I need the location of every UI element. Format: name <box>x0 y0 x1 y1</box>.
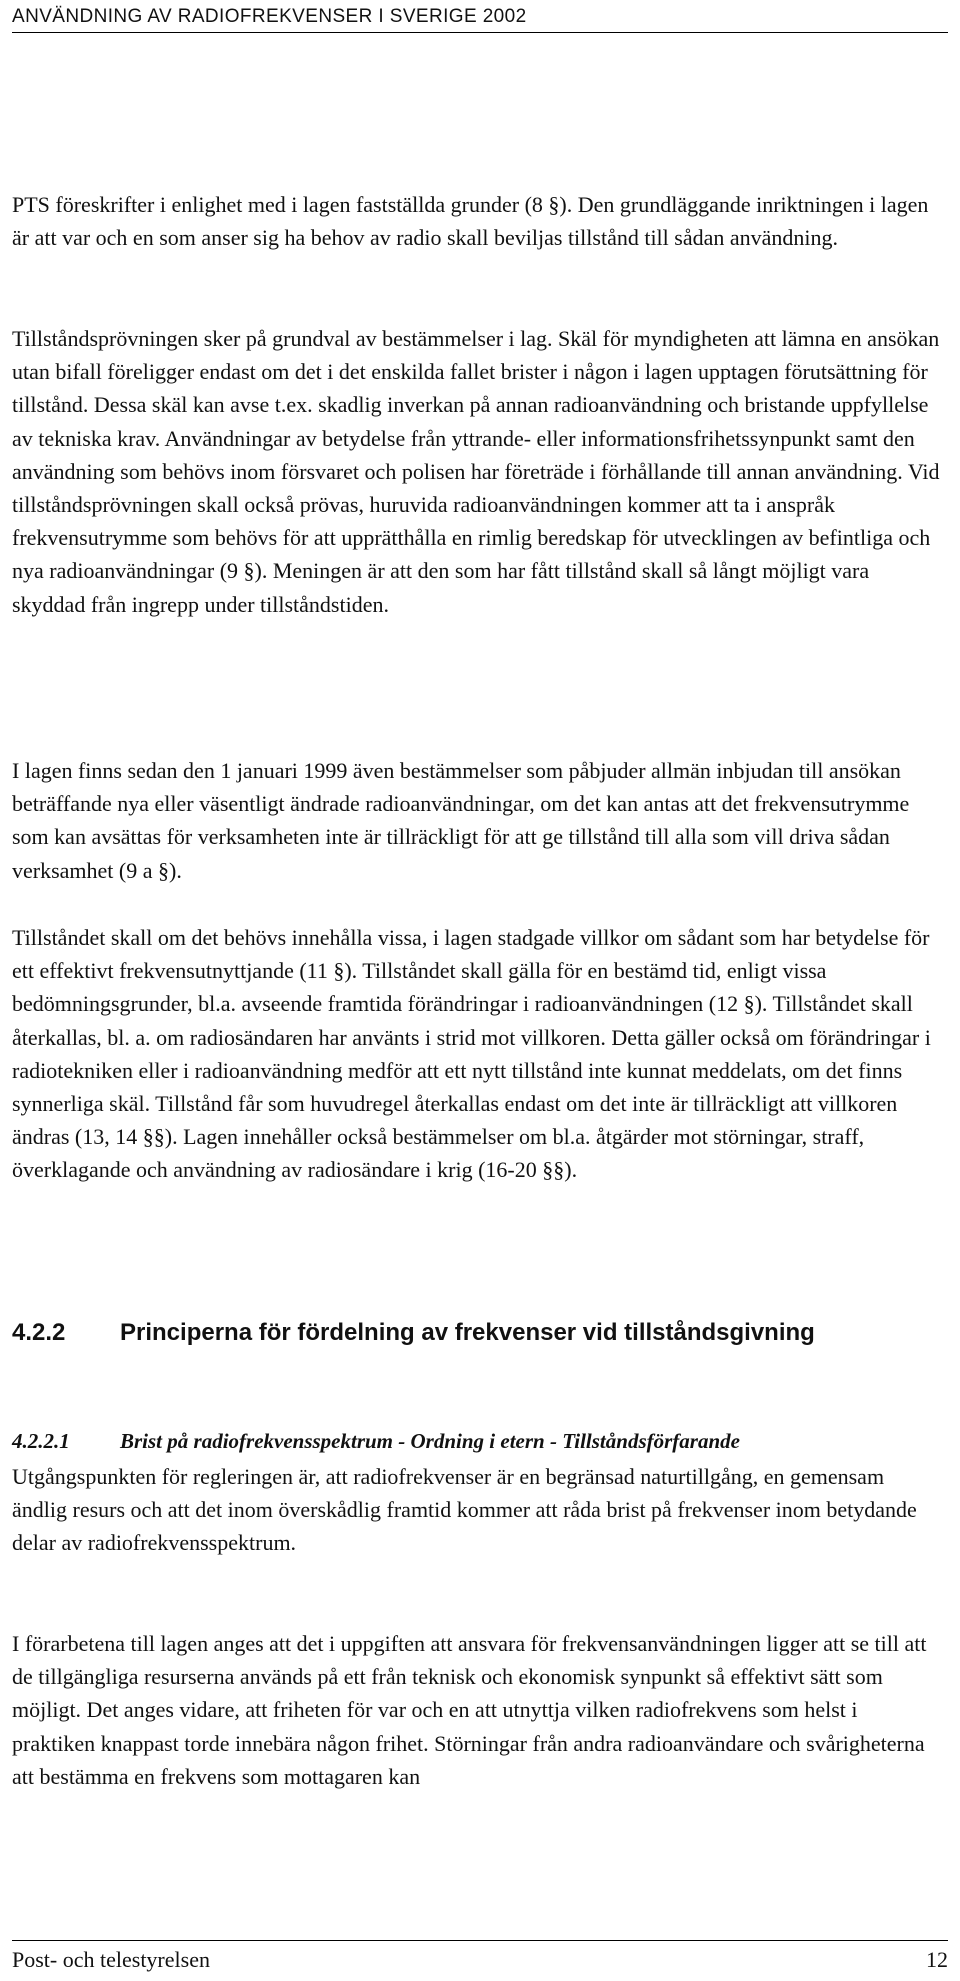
footer-page-number: 12 <box>926 1947 948 1972</box>
paragraph-4: Tillståndet skall om det behövs innehålla vissa, i lagen stadgade villkor om sådant som har betydelse för ett effektivt frekvensutnyttjande (11 §). Tillståndet skall gälla för en bestämd tid, enligt vissa bedömningsgrunder, bl.a. avseende framtida förändringar i radioanvändningen (12 §). Tillståndet skall återkallas, bl. a. om radiosändaren har använts i strid mot villkoren. Detta gäller också om förändringar i radiotekniken eller i radioanvändning medför att ett nytt tillstånd inte kunnat meddelats, om det finns synnerliga skäl. Tillstånd får som huvudregel återkallas endast om det inte är tillräckligt att villkoren ändras (13, 14 §§). Lagen innehåller också bestämmelser om bl.a. åtgärder mot störningar, straff, överklagande och användning av radiosändare i krig (16-20 §§). <box>12 925 931 1183</box>
footer-publisher: Post- och telestyrelsen <box>12 1947 210 1972</box>
section-heading <box>12 1315 912 1351</box>
paragraph-3: I lagen finns sedan den 1 januari 1999 även bestämmelser som påbjuder allmän inbjudan till ansökan beträffande nya eller väsentligt ändrade radioanvändningar, om det kan antas att det frekvensutrymme som kan avsättas för verksamheten inte är tillräckligt för att ge tillstånd till alla som vill driva sådan verksamhet (9 a §). <box>12 758 910 883</box>
running-header <box>12 6 948 33</box>
paragraph-1: PTS föreskrifter i enlighet med i lagen fastställda grunder (8 §). Den grundläggande inriktningen i lagen är att var och en som anser sig ha behov av radio skall beviljas tillstånd till sådan användning. <box>12 192 929 251</box>
running-header-title: ANVÄNDNING AV RADIOFREKVENSER I SVERIGE 2002 <box>12 6 527 27</box>
paragraph-2: Tillståndsprövningen sker på grundval av bestämmelser i lag. Skäl för myndigheten att lämna en ansökan utan bifall föreligger endast om det i det enskilda fallet brister i någon i lagen upptagen förutsättning för tillstånd. Dessa skäl kan avse t.ex. skadlig inverkan på annan radioanvändning och bristande uppfyllelse av tekniska krav. Användningar av betydelse från yttrande- eller informationsfrihetssynpunkt samt den användning som behövs inom försvaret och polisen har företräde i förhållande till annan användning. Vid tillståndsprövningen skall också prövas, huruvida radioanvändningen kommer att ta i anspråk frekvensutrymme som behövs för att upprätthålla en rimlig beredskap för utvecklingen av befintliga och nya radioanvändningar (9 §). Meningen är att den som har fått tillstånd skall så långt möjligt vara skyddad från ingrepp under tillståndstiden. <box>12 326 940 617</box>
paragraph-5: Utgångspunkten för regleringen är, att radiofrekvenser är en begränsad naturtillgång, en gemensam ändlig resurs och att det inom överskådlig framtid kommer att råda brist på frekvenser inom betydande delar av radiofrekvensspektrum. <box>12 1464 917 1556</box>
subsection-heading <box>12 1426 944 1456</box>
paragraph-6: I förarbetena till lagen anges att det i uppgiften att ansvara för frekvensanvändningen ligger att se till att de tillgängliga resurserna används på ett från teknisk och ekonomisk synpunkt så effektivt sätt som möjligt. Det anges vidare, att friheten för var och en att utnyttja vilken radiofrekvens som helst i praktiken knappast torde innebära någon frihet. Störningar från andra radioanvändare och svårigheterna att bestämma en frekvens som mottagaren kan <box>12 1631 927 1789</box>
page-footer <box>12 1940 948 1973</box>
subsection-number: 4.2.2.1 <box>12 1429 70 1453</box>
section-number: 4.2.2 <box>12 1319 66 1346</box>
section-title: Principerna för fördelning av frekvenser vid tillståndsgivning <box>120 1319 815 1346</box>
subsection-title: Brist på radiofrekvensspektrum - Ordning i etern - Tillståndsförfarande <box>120 1429 740 1453</box>
